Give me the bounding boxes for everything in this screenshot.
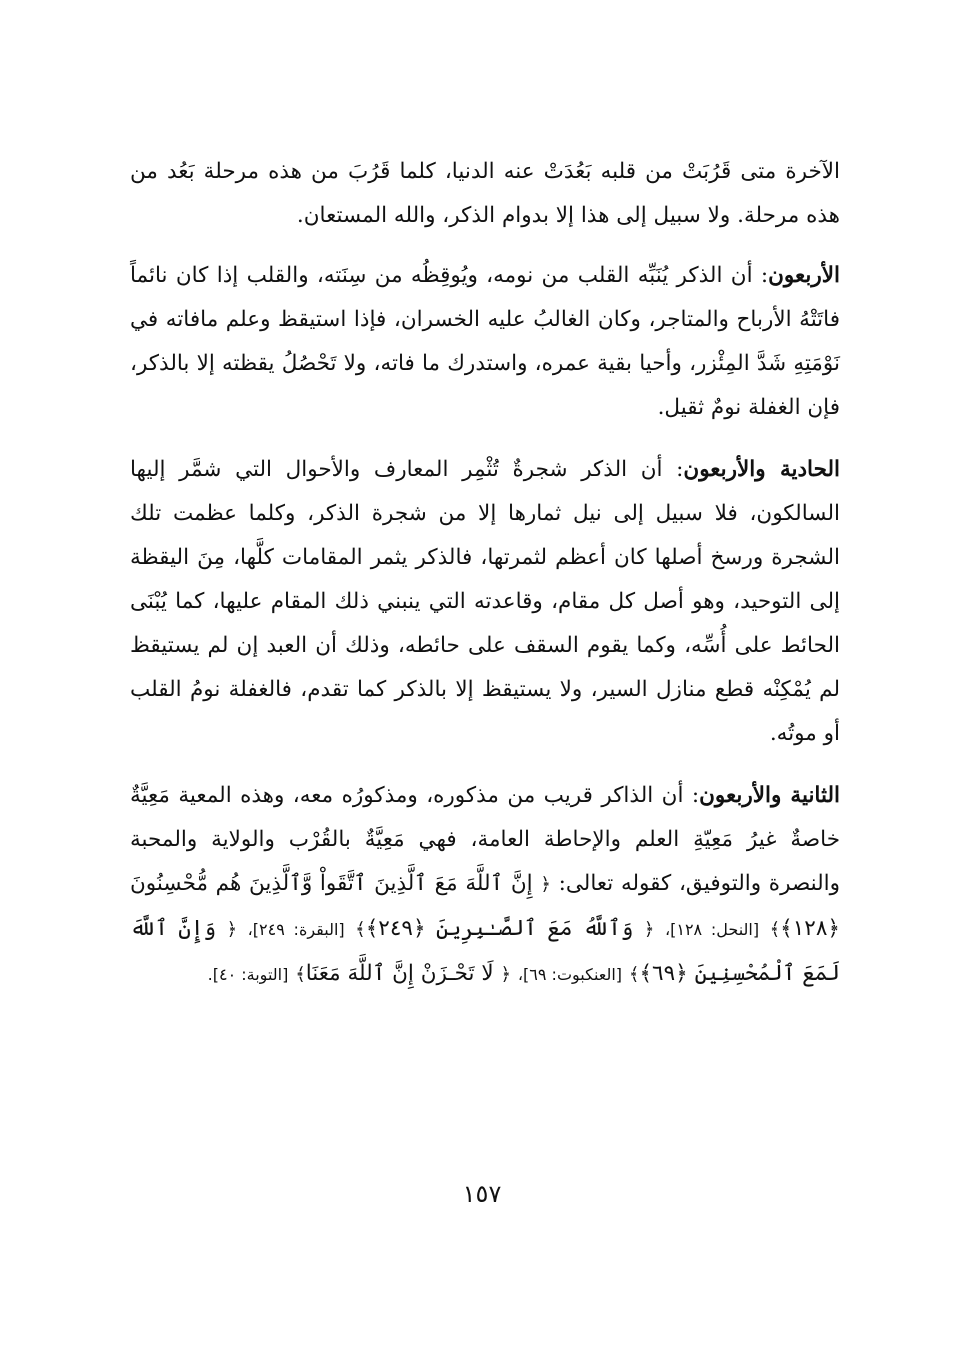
ornate-bracket-open: ﴿ xyxy=(540,874,551,895)
quran-verse: لَا تَحْـزَنْ إِنَّ ٱللَّهَ مَعَنَا xyxy=(305,961,494,986)
paragraph-fortieth xyxy=(130,254,840,430)
verse-reference: [العنكبوت: ٦٩]، xyxy=(517,965,623,984)
quran-verse: وَإِنَّ ٱللَّهَ لَمَعَ ٱلْمُحْسِنِينَ ﴿٦٩﴾ xyxy=(130,916,840,986)
verse-reference: [التوبة: ٤٠]. xyxy=(207,965,289,984)
verse-reference: [النحل: ١٢٨]، xyxy=(664,920,760,939)
verse-reference: [البقرة: ٢٤٩]، xyxy=(247,920,345,939)
page-number: ١٥٧ xyxy=(462,1180,502,1208)
ornate-bracket-open: ﴿ xyxy=(643,919,655,940)
paragraph-continuation xyxy=(130,150,840,238)
ornate-bracket-close: ﴾ xyxy=(355,919,366,940)
paragraph-forty-first xyxy=(130,448,840,756)
ornate-bracket-open: ﴿ xyxy=(500,964,512,985)
paragraph-heading: الحادية والأربعون xyxy=(683,457,840,482)
paragraph-text: : أن الذكر شجرةٌ تُثْمِر المعارف والأحوال التي شمَّر إليها السالكون، فلا سبيل إلى نيل ثمارها إلا من شجرة الذكر، وكلما عظمت تلك الشجرة ورسخ أصلها كان أعظم لثمرتها، فالذكر يثمر المقامات كلَّها، مِنَ اليقظة إلى التوحيد، وهو أصل كل مقام، وقاعدته التي ينبني ذلك المقام عليها، كما يُبْنَى الحائط على أُسِّه، وكما يقوم السقف على حائطه، وذلك أن العبد إن لم يستيقظ لم يُمْكِنْه قطع منازل السير، ولا يستيقظ إلا بالذكر كما تقدم، فالغفلة نومُ القلب أو موتُه. xyxy=(130,457,840,746)
ornate-bracket-close: ﴾ xyxy=(628,964,640,985)
ornate-bracket-open: ﴿ xyxy=(226,919,238,940)
paragraph-text: : أن الذاكر قريب من مذكوره، ومذكورُه معه، وهذه المعية مَعِيَّةٌ خاصةٌ غيرُ مَعِيّةِ العلم والإحاطة العامة، فهي مَعِيَّةٌ بالقُرْب والولاية والمحبة والنصرة والتوفيق، كقوله تعالى: xyxy=(130,783,840,896)
paragraph-heading: الثانية والأربعون xyxy=(699,783,840,808)
paragraph-forty-second xyxy=(130,774,840,997)
ornate-bracket-close: ﴾ xyxy=(769,919,781,940)
ornate-bracket-close: ﴾ xyxy=(295,964,306,985)
paragraph-text: الآخرة متى قَرُبَتْ من قلبه بَعُدَتْ عنه الدنيا، كلما قَرُبَ من هذه مرحلة بَعُد من هذه مرحلة. ولا سبيل إلى هذا إلا بدوام الذكر، والله المستعان. xyxy=(130,159,840,228)
paragraph-text: : أن الذكر يُنَبِّه القلب من نومه، ويُوقِظُه من سِنَته، والقلب إذا كان نائماً فاتَتْهُ الأرباح والمتاجر، وكان الغالبُ عليه الخسران، فإذا استيقظ وعلم مافاته في نَوْمَتِهِ شَدَّ المِئْزر، وأحيا بقية عمره، واستدرك ما فاته، ولا تَحْصُلُ يقظته إلا بالذكر، فإن الغفلة نومٌ ثقيل. xyxy=(130,263,840,420)
quran-verse: إِنَّ ٱللَّهَ مَعَ ٱلَّذِينَ ٱتَّقَواْ وَّٱلَّذِينَ هُم مُّحْسِنُونَ ﴿١٢٨﴾ xyxy=(130,871,841,941)
page-body xyxy=(130,150,840,1015)
quran-verse: وَٱللَّهُ مَعَ ٱلصَّـٰبِرِينَ ﴿٢٤٩﴾ xyxy=(365,916,634,941)
paragraph-heading: الأربعون xyxy=(768,263,840,288)
